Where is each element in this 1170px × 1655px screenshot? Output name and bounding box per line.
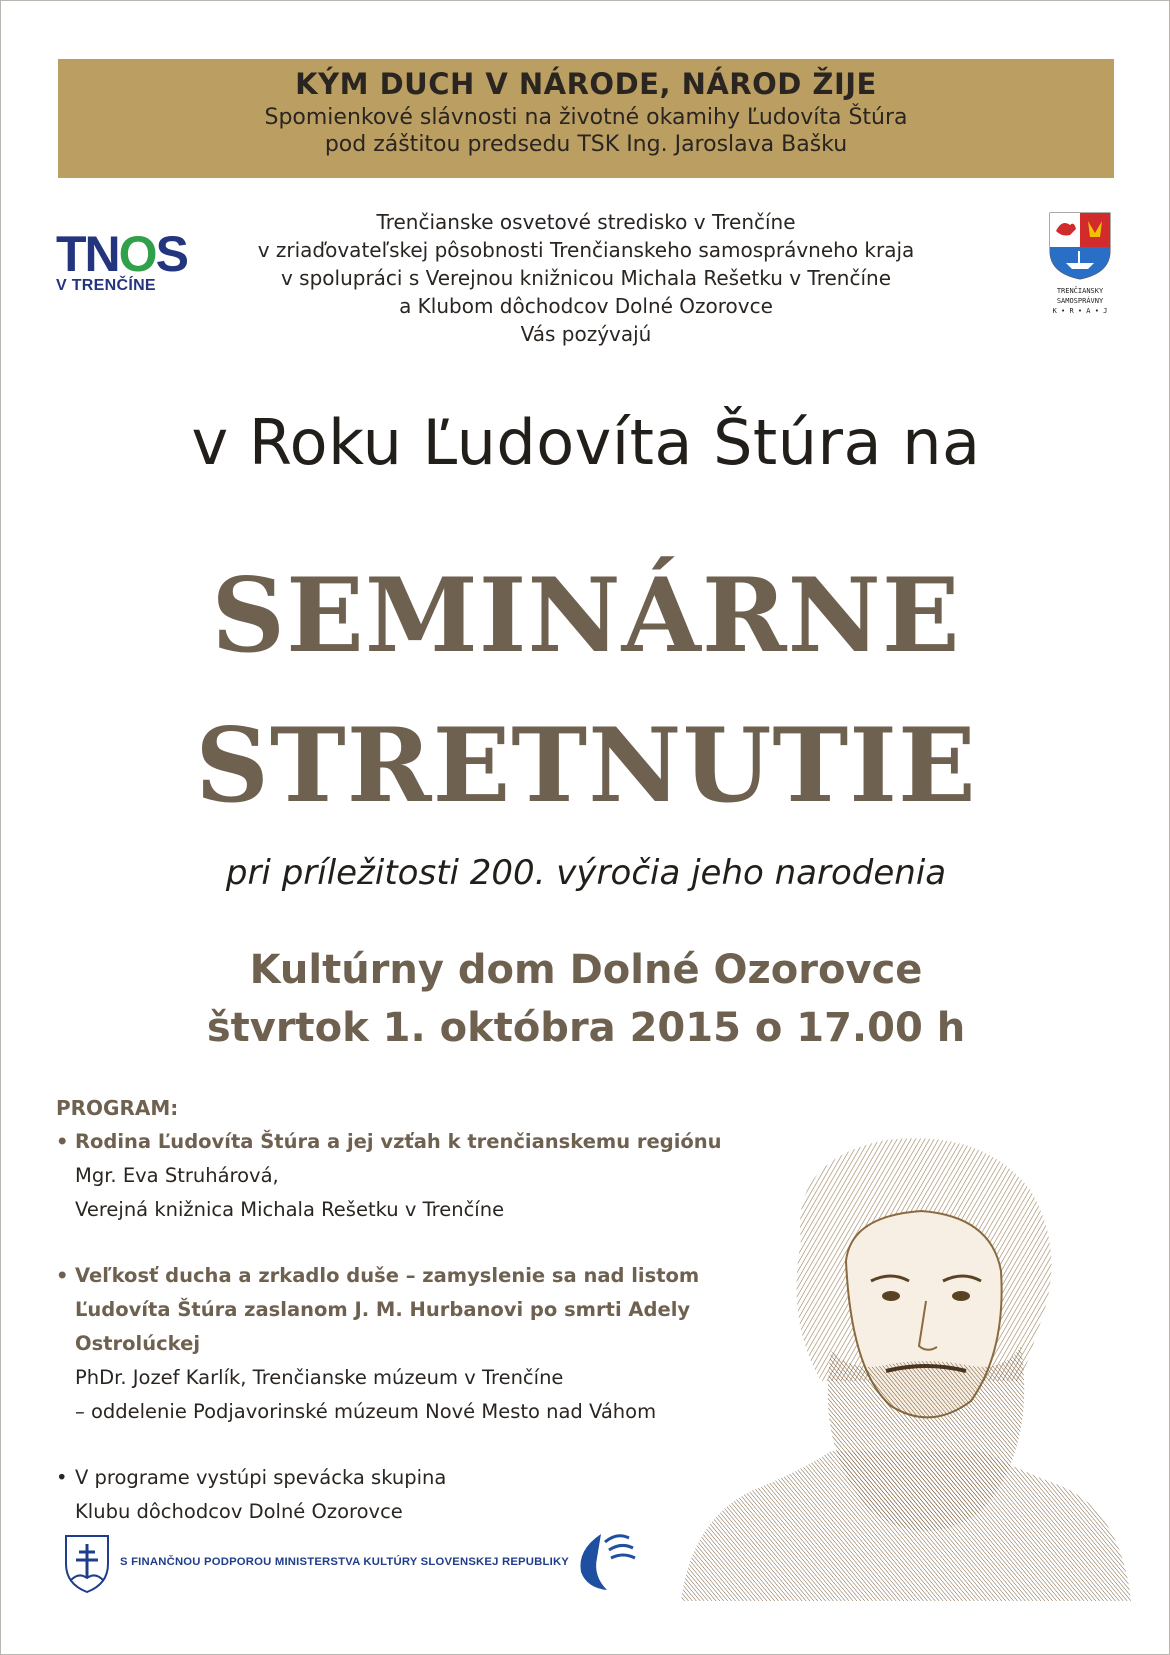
banner-line-1: Spomienkové slávnosti na životné okamihy Ľudovíta Štúra [264, 105, 908, 130]
bullet-icon: • [56, 1264, 69, 1287]
program-item [56, 1461, 776, 1529]
crest-caption-3: K • R • A • J [1052, 307, 1108, 315]
venue-block [1, 941, 1170, 1057]
crest-caption-1: TRENČIANSKY [1056, 287, 1104, 295]
bullet-icon: • [56, 1466, 68, 1489]
organizer-line: Trenčianske osvetové stredisko v Trenčíne [376, 210, 796, 234]
slovak-coat-of-arms-icon [63, 1534, 111, 1594]
program-item-title: Veľkosť ducha a zrkadlo duše – zamyslenie sa nad listom [75, 1264, 700, 1287]
event-subtitle: v Roku Ľudovíta Štúra na [191, 406, 981, 479]
tnos-logo-subtitle: V TRENČÍNE [56, 277, 156, 294]
organizer-line: a Klubom dôchodcov Dolné Ozorovce [399, 294, 773, 318]
crest-caption-2: SAMOSPRÁVNY [1056, 297, 1104, 305]
program-section [56, 1091, 776, 1529]
program-item-detail: Klubu dôchodcov Dolné Ozorovce [75, 1500, 403, 1523]
event-datetime: štvrtok 1. októbra 2015 o 17.00 h [206, 1005, 966, 1051]
banner-line-2: pod záštitou predsedu TSK Ing. Jaroslava Bašku [324, 132, 848, 157]
header-banner [58, 59, 1114, 178]
program-item [56, 1259, 776, 1429]
program-item-title-cont: Ľudovíta Štúra zaslanom J. M. Hurbanovi po smrti Adely Ostrolúckej [75, 1298, 691, 1355]
invitation-line: Vás pozývajú [520, 322, 652, 346]
occasion-text: pri príležitosti 200. výročia jeho narodenia [225, 853, 947, 893]
program-item-detail: Mgr. Eva Struhárová, [75, 1164, 279, 1187]
program-item-text: V programe vystúpi spevácka skupina [75, 1466, 447, 1489]
footer-support [63, 1534, 663, 1594]
tnos-logo-mark: TNOS [56, 226, 187, 282]
organizer-line: v zriaďovateľskej pôsobnosti Trenčianskeho samosprávneho kraja [257, 238, 915, 262]
tsk-crest-logo [1046, 211, 1114, 315]
coat-of-arms-icon [1048, 211, 1112, 281]
program-item-title: Rodina Ľudovíta Štúra a jej vzťah k trenčianskemu regiónu [75, 1130, 722, 1153]
venue-name: Kultúrny dom Dolné Ozorovce [249, 947, 923, 993]
bullet-icon: • [56, 1130, 69, 1153]
program-heading: PROGRAM: [56, 1096, 179, 1120]
tnos-logo [56, 226, 191, 297]
organizers-block [191, 208, 981, 348]
main-title-line-1: SEMINÁRNE [211, 556, 961, 676]
program-item [56, 1125, 776, 1227]
ministry-logo-icon [571, 1528, 641, 1594]
stur-portrait-engraving [681, 1121, 1131, 1601]
organizer-line: v spolupráci s Verejnou knižnicou Michala Rešetku v Trenčíne [280, 266, 892, 290]
support-text: S FINANČNOU PODPOROU MINISTERSTVA KULTÚRY SLOVENSKEJ REPUBLIKY [120, 1556, 570, 1568]
program-item-detail: Verejná knižnica Michala Rešetku v Trenčíne [75, 1198, 505, 1221]
main-title-line-2: STRETNUTIE [195, 706, 977, 826]
program-item-detail: PhDr. Jozef Karlík, Trenčianske múzeum v Trenčíne [75, 1366, 564, 1389]
main-title [1, 541, 1170, 841]
banner-title: KÝM DUCH V NÁRODE, NÁROD ŽIJE [295, 67, 877, 101]
program-item-detail: – oddelenie Podjavorinské múzeum Nové Mesto nad Váhom [75, 1400, 657, 1423]
